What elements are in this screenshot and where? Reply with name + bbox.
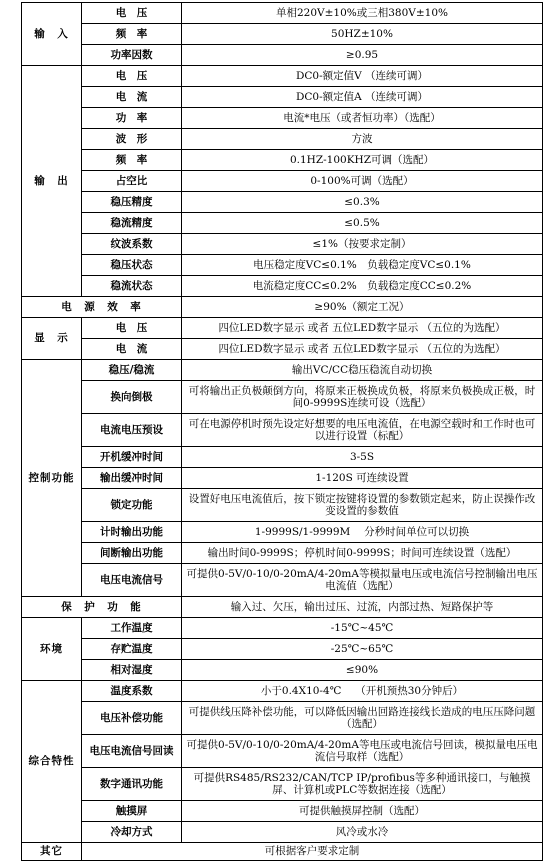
display-voltage-value: 四位LED数字显示 或者 五位LED数字显示 （五位的为选配） (182, 318, 543, 339)
table-row (22, 522, 543, 543)
table-row (22, 129, 543, 150)
int-feedback-label: 电压电流信号回读 (82, 735, 182, 768)
section-integrated: 综合特性 (22, 681, 82, 843)
output-power-value: 电流*电压（或者恒功率）（选配） (182, 108, 543, 129)
table-row (22, 414, 543, 447)
env-humidity-value: ≤90% (182, 660, 543, 681)
table-row (22, 3, 543, 24)
output-creg-label: 稳流精度 (82, 213, 182, 234)
output-vstate-value: 电压稳定度VC≤0.1% 负载稳定度VC≤0.1% (182, 255, 543, 276)
table-row (22, 150, 543, 171)
control-ramp-value: 1-120S 可连续设置 (182, 468, 543, 489)
table-row (22, 681, 543, 702)
table-row (22, 447, 543, 468)
display-current-label: 电 流 (82, 339, 182, 360)
table-row (22, 564, 543, 597)
int-cooling-value: 风冷或水冷 (182, 822, 543, 843)
env-humidity-label: 相对湿度 (82, 660, 182, 681)
input-voltage-label: 电 压 (82, 3, 182, 24)
control-reverse-value: 可将输出正负极颠倒方向，将原来正极换成负极，将原来负极换成正极，时间0-9999S连续可设（选配） (182, 381, 543, 414)
int-cooling-label: 冷却方式 (82, 822, 182, 843)
output-waveform-label: 波 形 (82, 129, 182, 150)
section-output: 输 出 (22, 66, 82, 297)
protection-value: 输入过、欠压，输出过压、过流，内部过热、短路保护等 (182, 597, 543, 618)
table-row (22, 639, 543, 660)
env-work-temp-label: 工作温度 (82, 618, 182, 639)
output-voltage-label: 电 压 (82, 66, 182, 87)
table-row (22, 735, 543, 768)
table-row (22, 381, 543, 414)
int-comp-label: 电压补偿功能 (82, 702, 182, 735)
input-pf-label: 功率因数 (82, 45, 182, 66)
section-control: 控制功能 (22, 360, 82, 597)
table-row (22, 768, 543, 801)
input-voltage-value: 单相220V±10%或三相380V±10% (182, 3, 543, 24)
section-input: 输 入 (22, 3, 82, 66)
control-preset-label: 电流电压预设 (82, 414, 182, 447)
efficiency-value: ≥90%（额定工况） (182, 297, 543, 318)
table-row (22, 171, 543, 192)
table-row (22, 297, 543, 318)
table-row (22, 360, 543, 381)
table-row (22, 597, 543, 618)
output-ripple-value: ≤1%（按要求定制） (182, 234, 543, 255)
table-row (22, 255, 543, 276)
control-softstart-label: 开机缓冲时间 (82, 447, 182, 468)
table-row (22, 702, 543, 735)
control-cvcc-label: 稳压/稳流 (82, 360, 182, 381)
output-duty-value: 0-100%可调（选配） (182, 171, 543, 192)
section-display: 显 示 (22, 318, 82, 360)
table-row (22, 822, 543, 843)
env-store-temp-label: 存贮温度 (82, 639, 182, 660)
int-comm-value: 可提供RS485/RS232/CAN/TCP IP/profibus等多种通讯接口，与触摸屏、计算机或PLC等数据连接（选配） (182, 768, 543, 801)
table-row (22, 45, 543, 66)
section-protection: 保 护 功 能 (22, 597, 182, 618)
int-touch-value: 可提供触摸屏控制（选配） (182, 801, 543, 822)
control-timer-value: 1-9999S/1-9999M 分秒时间单位可以切换 (182, 522, 543, 543)
output-vstate-label: 稳压状态 (82, 255, 182, 276)
output-current-label: 电 流 (82, 87, 182, 108)
control-timer-label: 计时输出功能 (82, 522, 182, 543)
table-row (22, 618, 543, 639)
other-value: 可根据客户要求定制 (82, 843, 543, 861)
env-work-temp-value: -15℃~45℃ (182, 618, 543, 639)
int-tempcoef-value: 小于0.4X10-4℃ （开机预热30分钟后） (182, 681, 543, 702)
output-cstate-value: 电流稳定度CC≤0.2% 负载稳定度CC≤0.2% (182, 276, 543, 297)
table-row (22, 843, 543, 861)
control-signal-label: 电压电流信号 (82, 564, 182, 597)
int-touch-label: 触摸屏 (82, 801, 182, 822)
output-ripple-label: 纹波系数 (82, 234, 182, 255)
control-interval-label: 间断输出功能 (82, 543, 182, 564)
int-feedback-value: 可提供0-5V/0-10/0-20mA/4-20mA等电压或电流信号回读，模拟量电压电流信号取样（选配） (182, 735, 543, 768)
control-ramp-label: 输出缓冲时间 (82, 468, 182, 489)
table-row (22, 192, 543, 213)
output-voltage-value: DC0-额定值V （连续可调） (182, 66, 543, 87)
output-vreg-label: 稳压精度 (82, 192, 182, 213)
table-row (22, 276, 543, 297)
control-lock-value: 设置好电压电流值后，按下锁定按键将设置的参数锁定起来，防止误操作改变设置的参数值 (182, 489, 543, 522)
output-cstate-label: 稳流状态 (82, 276, 182, 297)
table-row (22, 318, 543, 339)
input-pf-value: ≥0.95 (182, 45, 543, 66)
table-row (22, 234, 543, 255)
table-row (22, 339, 543, 360)
table-row (22, 66, 543, 87)
output-power-label: 功 率 (82, 108, 182, 129)
output-frequency-label: 频 率 (82, 150, 182, 171)
table-row (22, 660, 543, 681)
int-tempcoef-label: 温度系数 (82, 681, 182, 702)
int-comp-value: 可提供线压降补偿功能，可以降低因输出回路连接线长造成的电压压降问题（选配） (182, 702, 543, 735)
control-softstart-value: 3-5S (182, 447, 543, 468)
spec-table (21, 2, 543, 861)
table-row (22, 543, 543, 564)
output-vreg-value: ≤0.3% (182, 192, 543, 213)
table-row (22, 468, 543, 489)
control-reverse-label: 换向倒极 (82, 381, 182, 414)
display-current-value: 四位LED数字显示 或者 五位LED数字显示 （五位的为选配） (182, 339, 543, 360)
input-frequency-label: 频 率 (82, 24, 182, 45)
table-row (22, 213, 543, 234)
int-comm-label: 数字通讯功能 (82, 768, 182, 801)
output-duty-label: 占空比 (82, 171, 182, 192)
control-signal-value: 可提供0-5V/0-10/0-20mA/4-20mA等模拟量电压或电流信号控制输出电压电流值（选配） (182, 564, 543, 597)
control-lock-label: 锁定功能 (82, 489, 182, 522)
table-row (22, 24, 543, 45)
output-creg-value: ≤0.5% (182, 213, 543, 234)
display-voltage-label: 电 压 (82, 318, 182, 339)
table-row (22, 108, 543, 129)
input-frequency-value: 50HZ±10% (182, 24, 543, 45)
control-cvcc-value: 输出VC/CC稳压稳流自动切换 (182, 360, 543, 381)
table-row (22, 87, 543, 108)
control-interval-value: 输出时间0-9999S；停机时间0-9999S；时间可连续设置（选配） (182, 543, 543, 564)
output-waveform-value: 方波 (182, 129, 543, 150)
output-current-value: DC0-额定值A （连续可调） (182, 87, 543, 108)
output-frequency-value: 0.1HZ-100KHZ可调（选配） (182, 150, 543, 171)
section-other: 其它 (22, 843, 82, 861)
control-preset-value: 可在电源停机时预先设定好想要的电压电流值，在电源空载时和工作时也可以进行设置（标配） (182, 414, 543, 447)
table-row (22, 801, 543, 822)
section-environment: 环境 (22, 618, 82, 681)
section-efficiency: 电 源 效 率 (22, 297, 182, 318)
env-store-temp-value: -25℃~65℃ (182, 639, 543, 660)
table-row (22, 489, 543, 522)
